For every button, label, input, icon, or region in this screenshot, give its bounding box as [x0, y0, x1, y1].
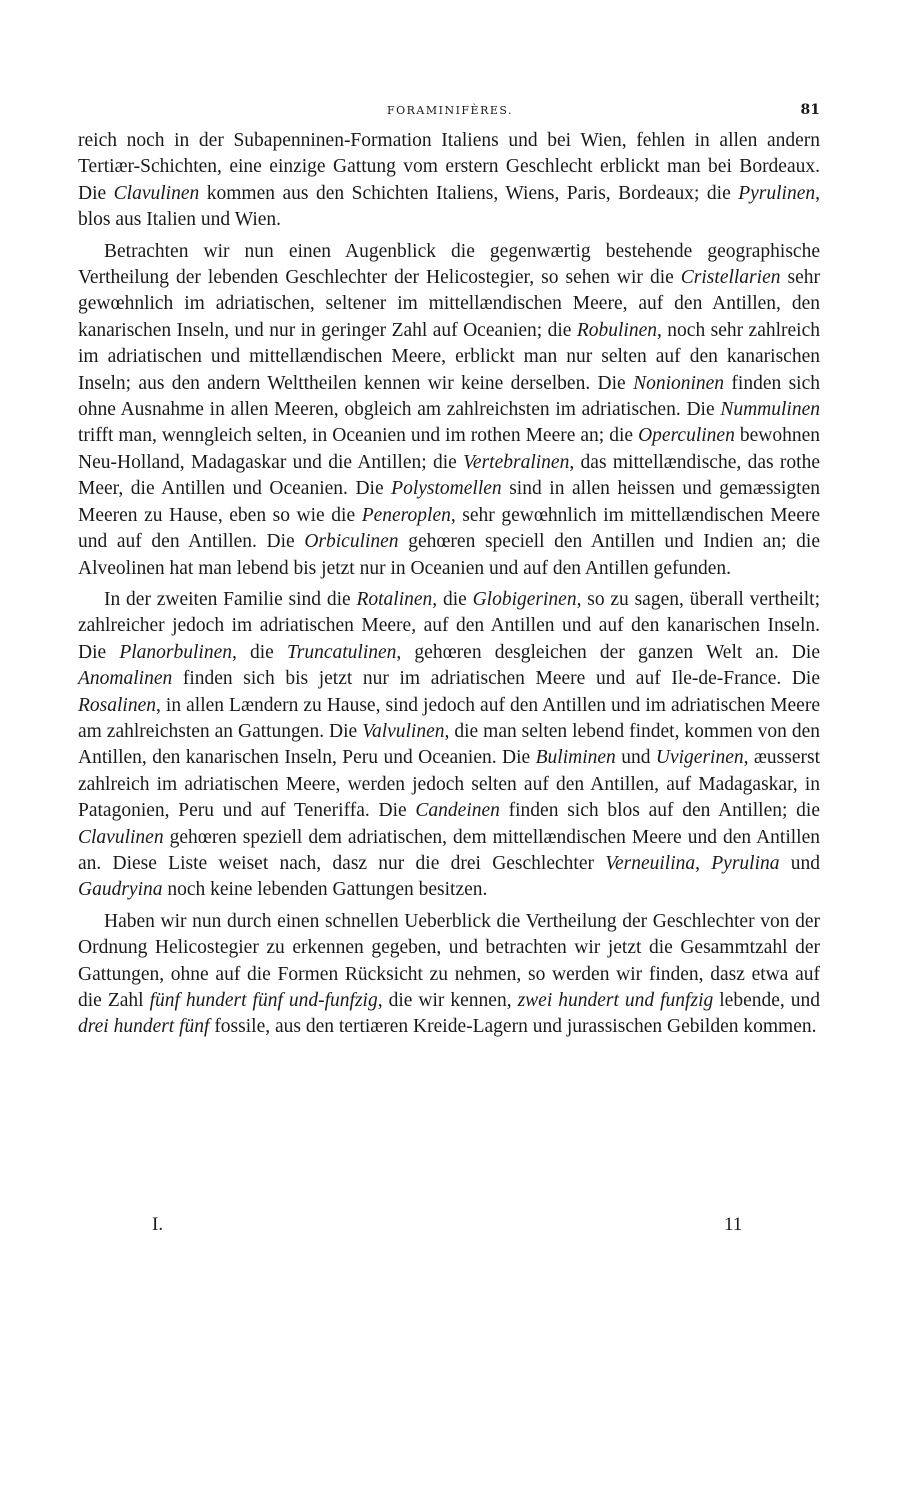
- text-run: reich noch in der Subapenninen-Formation Italiens und bei Wien, fehlen in allen andern Tertiær-Schichten, eine einzige Gattung vom erstern Geschlecht erblickt man bei Bordeaux. Die: [78, 130, 820, 204]
- paragraph: [78, 128, 820, 234]
- text-run: , æusserst zahlreich im adriatischen Meere, werden jedoch selten auf den Antillen, auf Madagaskar, in Patagonien, Peru und auf Teneriffa. Die: [78, 747, 821, 822]
- italic-term: Truncatulinen: [286, 641, 397, 663]
- text-run: finden sich blos auf den Antillen; die: [499, 800, 820, 822]
- paragraph: [78, 587, 820, 904]
- italic-term: Robulinen: [576, 319, 657, 341]
- text-run: und: [615, 747, 656, 769]
- text-run: , blos aus Italien und Wien.: [78, 182, 820, 231]
- italic-term: Valvulinen: [362, 720, 445, 742]
- italic-term: Nonioninen: [633, 372, 725, 394]
- italic-term: Orbiculinen: [304, 531, 399, 553]
- text-run: finden sich ohne Ausnahme in allen Meeren, obgleich am zahlreichsten im adriatischen. Die: [78, 372, 820, 421]
- text-run: die: [437, 588, 473, 610]
- text-run: , gehœren desgleichen der ganzen Welt an. Die: [396, 641, 821, 663]
- italic-term: drei hundert fünf: [78, 1016, 210, 1038]
- italic-term: Uvigerinen: [655, 747, 744, 769]
- italic-term: Clavulinen: [78, 826, 164, 848]
- volume-mark: I.: [152, 1214, 164, 1235]
- text-run: bewohnen Neu-Holland, Madagaskar und die Antillen; die: [78, 425, 820, 473]
- text-run: , die: [231, 641, 287, 663]
- text-run: ,: [695, 852, 712, 874]
- italic-term: Peneroplen: [361, 504, 451, 526]
- text-run: Betrachten wir nun einen Augenblick die gegenwærtig bestehende geographische Vertheilung der lebenden Geschlechter der Helicostegier, so sehen wir die: [78, 240, 820, 289]
- text-run: und: [779, 852, 820, 874]
- running-header: [78, 104, 822, 124]
- italic-term: Pyrulina: [711, 852, 780, 874]
- text-run: gehœren speziell dem adriatischen, dem mittellændischen Meere und den Antillen an. Diese Liste weiset nach, dasz nur die drei Geschlechter: [78, 826, 820, 874]
- signature-line: [78, 1214, 820, 1240]
- text-run: , noch sehr zahlreich im adriatischen und mittellændischen Meere, erblickt man nur selten auf den kanarischen Inseln; aus den andern Welttheilen kennen wir keine derselben. Die: [78, 319, 820, 394]
- italic-term: Rotalinen,: [356, 588, 438, 610]
- italic-term: Buliminen: [535, 747, 616, 769]
- italic-term: Gaudryina: [78, 879, 163, 901]
- text-run: sehr gewœhnlich im adriatischen, seltener im mittellændischen Meere, auf den Antillen, den kanarischen Inseln, und nur in geringer Zahl auf Oceanien; die: [78, 267, 820, 341]
- paragraph: [78, 909, 820, 1041]
- italic-term: Cristellarien: [680, 267, 781, 289]
- page-number: 81: [800, 102, 820, 118]
- text-run: kommen aus den Schichten Italiens, Wiens, Paris, Bordeaux; die: [199, 182, 739, 204]
- italic-term: Vertebralinen: [463, 451, 570, 473]
- italic-term: Polystomellen: [391, 478, 502, 500]
- italic-term: Rosalinen: [78, 694, 156, 716]
- signature-mark: 11: [724, 1214, 743, 1235]
- italic-term: Anomalinen: [78, 668, 173, 690]
- italic-term: fünf hundert fünf und-funfzig: [149, 990, 378, 1011]
- text-run: Haben wir nun durch einen schnellen Ueberblick die Vertheilung der Geschlechter von der Ordnung Helicostegier zu erkennen gegeben, und betrachten wir jetzt die Gesammtzahl der Gattungen, ohne auf die Formen Rücksicht zu nehmen, so werden wir finden, dasz etwa auf die Zahl: [78, 910, 820, 1011]
- text-run: sind in allen heissen und gemæssigten Meeren zu Hause, eben so wie die: [78, 478, 820, 526]
- italic-term: Nummulinen: [720, 399, 820, 421]
- text-run: finden sich bis jetzt nur im adriatischen Meere und auf Ile-de-France. Die: [172, 668, 820, 690]
- italic-term: Operculinen: [638, 425, 735, 447]
- text-run: , die wir kennen,: [377, 990, 518, 1011]
- text-run: , in allen Lændern zu Hause, sind jedoch auf den Antillen und im adriatischen Meere am zahlreichsten an Gattungen. Die: [78, 694, 820, 742]
- text-run: , die man selten lebend findet, kommen von den Antillen, den kanarischen Inseln, Peru und Oceanien. Die: [78, 720, 820, 769]
- italic-term: Globigerinen: [472, 588, 577, 610]
- body-text: [78, 128, 820, 1041]
- text-run: , das mittellændische, das rothe Meer, die Antillen und Oceanien. Die: [78, 451, 820, 500]
- text-run: In der zweiten Familie sind die: [104, 588, 357, 610]
- running-title: FORAMINIFÈRES.: [386, 104, 514, 117]
- italic-term: Planorbulinen: [119, 641, 232, 663]
- text-run: , sehr gewœhnlich im mittellændischen Meere und auf den Antillen. Die: [78, 504, 821, 553]
- italic-term: Verneuilina: [605, 852, 696, 874]
- italic-term: Candeinen: [415, 800, 500, 822]
- italic-term: Clavulinen: [113, 182, 200, 204]
- paragraph: [78, 239, 820, 582]
- text-run: , so zu sagen, überall vertheilt; zahlreicher jedoch im adriatischen Meere, auf den Antillen und auf den kanarischen Inseln. Die: [78, 588, 820, 663]
- text-run: trifft man, wenngleich selten, in Oceanien und im rothen Meere an; die: [78, 425, 639, 447]
- text-run: lebende, und: [713, 990, 820, 1011]
- text-run: noch keine lebenden Gattungen besitzen.: [162, 879, 488, 901]
- text-run: gehœren speciell den Antillen und Indien an; die Alveolinen hat man lebend bis jetzt nur in Oceanien und auf den Antillen gefunden.: [78, 531, 820, 579]
- italic-term: Pyrulinen: [738, 182, 816, 204]
- italic-term: zwei hundert und funfzig: [517, 990, 714, 1011]
- text-run: fossile, aus den tertiæren Kreide-Lagern und jurassischen Gebilden kommen.: [209, 1016, 817, 1038]
